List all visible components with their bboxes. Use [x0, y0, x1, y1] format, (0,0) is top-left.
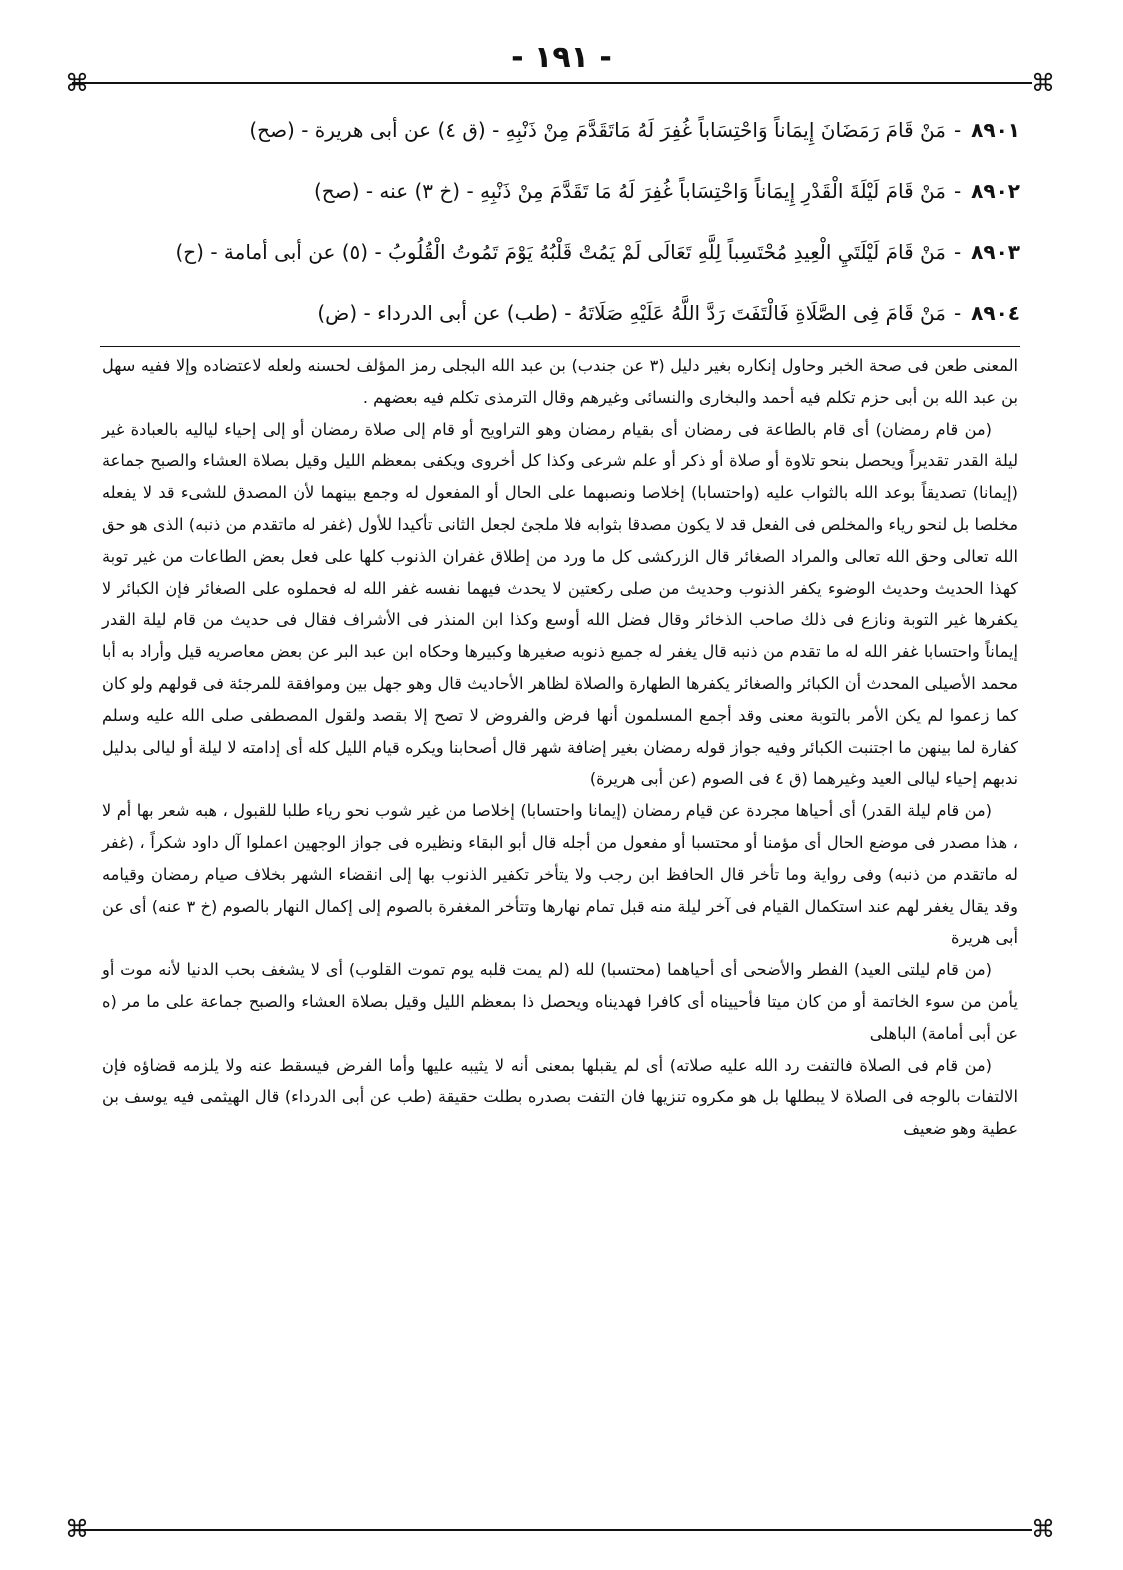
hadith-text: مَنْ قَامَ لَيْلَتَيِ الْعِيدِ مُحْتَسِباً لِلَّهِ تَعَالَى لَمْ يَمُتْ قَلْبُهُ يَوْمَ تَمُوتُ الْقُلُوبُ - (٥) عن أبى أمامة - (ح)	[175, 240, 946, 264]
corner-ornament-icon: ⌘	[65, 69, 89, 97]
hadith-number: ٨٩٠١	[971, 118, 1020, 142]
commentary-paragraph: المعنى طعن فى صحة الخبر وحاول إنكاره بغير دليل (٣ عن جندب) بن عبد الله البجلى رمز المؤلف لحسنه ولعله لاعتضاده وإلا ففيه سهل بن عبد الله بن أبى حزم تكلم فيه أحمد والبخارى والنسائى وغيرهم وقال الترمذى تكلم فيه بعضهم .	[102, 356, 1019, 407]
corner-ornament-icon: ⌘	[1031, 69, 1055, 97]
hadith-item: ٨٩٠٤-مَنْ قَامَ فِى الصَّلَاةِ فَالْتَفَتَ رَدَّ اللَّهُ عَلَيْهِ صَلَاتَهُ - (طب) عن أبى الدرداء - (ض)	[317, 301, 1020, 325]
hadith-number: ٨٩٠٤	[971, 301, 1020, 325]
hadith-text: مَنْ قَامَ رَمَضَانَ إِيمَاناً وَاحْتِسَاباً غُفِرَ لَهُ مَاتَقَدَّمَ مِنْ ذَنْبِهِ - (ق ٤) عن أبى هريرة - (صح)	[249, 118, 946, 142]
hadith-text: مَنْ قَامَ لَيْلَةَ الْقَدْرِ إِيمَاناً وَاحْتِسَاباً غُفِرَ لَهُ مَا تَقَدَّمَ مِنْ ذَنْبِهِ - (خ ٣) عنه - (صح)	[314, 179, 946, 203]
hadith-text: مَنْ قَامَ فِى الصَّلَاةِ فَالْتَفَتَ رَدَّ اللَّهُ عَلَيْهِ صَلَاتَهُ - (طب) عن أبى الدرداء - (ض)	[317, 301, 946, 325]
section-divider	[100, 346, 1020, 347]
hadith-list	[100, 104, 1020, 348]
commentary-paragraph: (من قام ليلة القدر) أى أحياها مجردة عن قيام رمضان (إيمانا واحتسابا) إخلاصا من غير شوب نحو رياء طلبا للقبول ، هبه شعر بها أم لا ، هذا مصدر فى موضع الحال أى مؤمنا أو محتسبا أو مفعول من أجله قال أبو البقاء ونظيره فى جواز الوجهين اعملوا آل داود شكراً ، (غفر له ماتقدم من ذنبه) وفى رواية وما تأخر قال الحافظ ابن رجب ولا يتأخر تكفير الذنوب بها إلى انقضاء الشهر بخلاف صيام رمضان وقيامه وقد يقال يغفر لهم عند استكمال القيام فى آخر ليلة منه قبل تمام نهارها وتتأخر المغفرة بالصوم إلى إكمال النهار بالصوم (خ ٣ عنه) أى عن أبى هريرة	[102, 801, 1018, 948]
commentary-paragraph: (من قام فى الصلاة فالتفت رد الله عليه صلاته) أى لم يقبلها بمعنى أنه لا يثيبه عليها وأما الفرض فيسقط عنه ولا يلزمه قضاؤه فإن الالتفات بالوجه فى الصلاة لا يبطلها بل هو مكروه تنزيها فان التفت بصدره بطلت حقيقة (طب عن أبى الدرداء) قال الهيثمى فيه يوسف بن عطية وهو ضعيف	[102, 1055, 1018, 1139]
hadith-number: ٨٩٠٣	[971, 240, 1020, 264]
corner-ornament-icon: ⌘	[65, 1515, 89, 1543]
bottom-border-rule	[72, 1529, 1032, 1531]
hadith-item: ٨٩٠١-مَنْ قَامَ رَمَضَانَ إِيمَاناً وَاحْتِسَاباً غُفِرَ لَهُ مَاتَقَدَّمَ مِنْ ذَنْبِهِ - (ق ٤) عن أبى هريرة - (صح)	[249, 118, 1020, 142]
page-number: - ١٩١ -	[511, 40, 612, 75]
corner-ornament-icon: ⌘	[1031, 1515, 1055, 1543]
hadith-item: ٨٩٠٣-مَنْ قَامَ لَيْلَتَيِ الْعِيدِ مُحْتَسِباً لِلَّهِ تَعَالَى لَمْ يَمُتْ قَلْبُهُ يَوْمَ تَمُوتُ الْقُلُوبُ - (٥) عن أبى أمامة - (ح)	[175, 240, 1020, 264]
hadith-item: ٨٩٠٢-مَنْ قَامَ لَيْلَةَ الْقَدْرِ إِيمَاناً وَاحْتِسَاباً غُفِرَ لَهُ مَا تَقَدَّمَ مِنْ ذَنْبِهِ - (خ ٣) عنه - (صح)	[314, 179, 1020, 203]
commentary-paragraph: (من قام ليلتى العيد) الفطر والأضحى أى أحياهما (محتسبا) لله (لم يمت قلبه يوم تموت القلوب) أى لا يشغف بحب الدنيا لأنه موت أو يأمن من سوء الخاتمة أو من كان ميتا فأحييناه أى كافرا فهديناه ويحصل ذا بمعظم الليل وقيل بصلاة العشاء والصبح جماعة على ما مر (ه عن أبى أمامة) الباهلى	[102, 960, 1018, 1043]
commentary-paragraph: (من قام رمضان) أى قام بالطاعة فى رمضان أى بقيام رمضان وهو التراويح أو قام إلى صلاة رمضان أو إلى إحياء لياليه بالعبادة غير ليلة القدر تقديراً ويحصل بنحو تلاوة أو صلاة أو ذكر أو علم شرعى وكذا كل أخروى ويكفى بمعظم الليل وقيل بصلاة العشاء والصبح جماعة (إيمانا) تصديقاً بوعد الله بالثواب عليه (واحتسابا) إخلاصا ونصبهما على الحال أو المفعول له وجمع بينهما لأن المصدق للشىء قد لا يفعله مخلصا بل لنحو رياء والمخلص فى الفعل قد لا يكون مصدقا بثوابه فلا ملجئ لجعل الثانى تأكيدا للأول (غفر له ماتقدم من ذنبه) الذى هو حق الله تعالى وحق الله تعالى والمراد الصغائر قال الزركشى كل ما ورد من إطلاق غفران الذنوب كلها على فعل بعض الطاعات من غير توبة كهذا الحديث وحديث الوضوء يكفر الذنوب وحديث من صلى ركعتين لا يحدث فيهما نفسه غفر الله له فحملوه على الصغائر فإن الكبائر لا يكفرها غير التوبة ونازع فى ذلك صاحب الذخائر وقال فضل الله أوسع وكذا ابن المنذر فى الأشراف فقال فى حديث من قام ليلة القدر إيماناً واحتسابا غفر الله له ما تقدم من ذنبه قال يغفر له جميع ذنوبه صغيرها وكبيرها وحكاه ابن عبد البر عن بعض معاصريه قيل وأراد به أبا محمد الأصيلى المحدث أن الكبائر والصغائر يكفرها الطهارة والصلاة لظاهر الأحاديث قال وهو جهل بين وموافقة للمرجئة فى قولهم ولو كان كما زعموا لم يكن الأمر بالتوبة معنى وقد أجمع المسلمون أنها فرض والفروض لا تصح إلا بقصد ولقول المصطفى صلى الله عليه وسلم كفارة لما بينهن ما اجتنبت الكبائر وفيه جواز قوله رمضان بغير إضافة شهر قال أصحابنا ويكره قيام الليل كله أى إدامته لا ليلة أو ليالى بدليل ندبهم إحياء ليالى العيد وغيرهما (ق ٤ فى الصوم (عن أبى هريرة)	[102, 419, 1018, 789]
top-border-rule	[72, 82, 1032, 84]
commentary-section	[102, 350, 1018, 1145]
hadith-number: ٨٩٠٢	[971, 179, 1020, 203]
